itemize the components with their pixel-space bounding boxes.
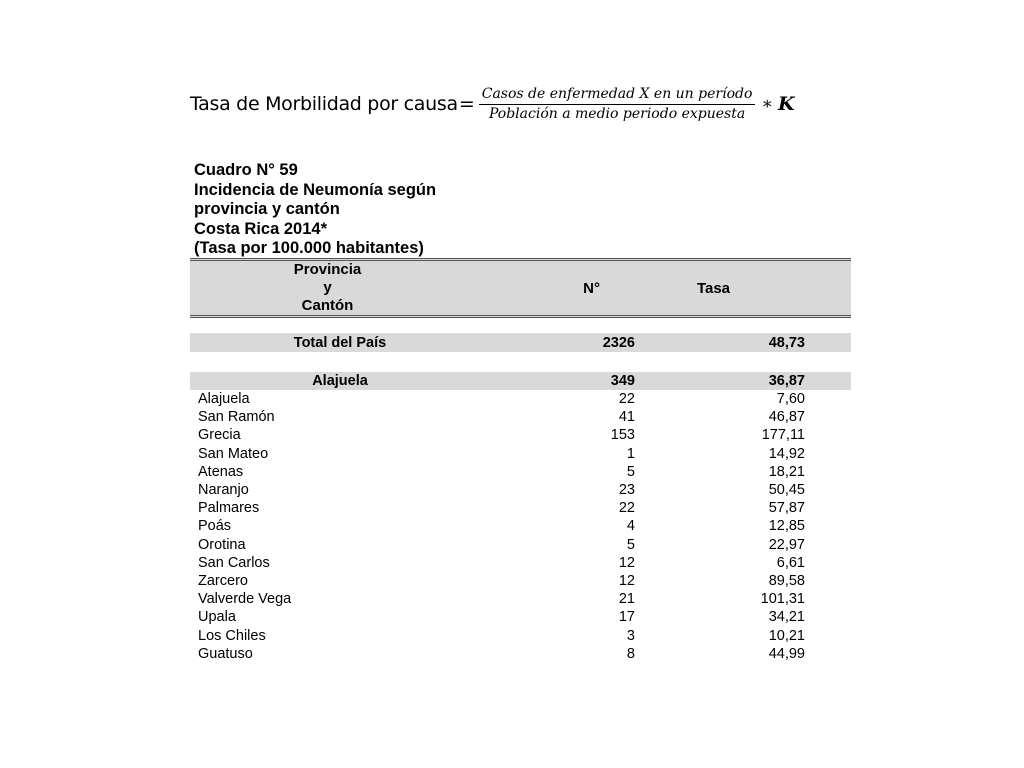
formula-times: ∗ [761, 94, 773, 114]
canton-name: Guatuso [198, 645, 253, 662]
total-n: 2326 [602, 334, 635, 351]
table-row [190, 626, 851, 644]
canton-name: San Ramón [198, 409, 275, 426]
table-row [190, 536, 851, 554]
canton-name: Naranjo [198, 482, 249, 499]
table-row [190, 390, 851, 408]
canton-name: Valverde Vega [198, 591, 292, 608]
canton-rows [190, 390, 851, 663]
canton-name: Los Chiles [198, 627, 266, 644]
province-name: Alajuela [312, 373, 368, 389]
formula-denominator: Población a medio periodo expuesta [488, 106, 746, 122]
canton-n: 22 [618, 500, 635, 517]
canton-name: Alajuela [198, 391, 250, 408]
table-header [190, 258, 851, 318]
header-rate: Tasa [696, 279, 731, 297]
table-caption [194, 161, 436, 259]
canton-n: 5 [626, 463, 635, 480]
canton-n: 4 [626, 518, 635, 535]
canton-n: 17 [618, 609, 635, 626]
header-province-canton [190, 261, 465, 315]
canton-name: Poás [198, 518, 232, 535]
canton-rate: 50,45 [768, 482, 805, 499]
canton-rate: 14,92 [768, 445, 805, 462]
canton-n: 5 [626, 536, 635, 553]
canton-name: Zarcero [198, 572, 248, 589]
header-name-line-1: Provincia [293, 261, 362, 278]
table-row [190, 590, 851, 608]
caption-line-1: Cuadro N° 59 [194, 161, 298, 179]
header-n: N° [583, 279, 600, 297]
caption-line-4: Costa Rica 2014* [194, 219, 327, 238]
table-row [190, 572, 851, 590]
formula-numerator: Casos de enfermedad X en un período [479, 86, 756, 105]
canton-rate: 22,97 [768, 536, 805, 553]
table-row [190, 499, 851, 517]
total-row [190, 333, 851, 352]
canton-n: 8 [626, 645, 635, 662]
header-name-line-3: Cantón [301, 297, 354, 314]
morbidity-rate-formula [190, 86, 794, 122]
canton-rate: 10,21 [768, 627, 805, 644]
canton-n: 22 [618, 391, 635, 408]
canton-name: San Mateo [198, 445, 269, 462]
canton-rate: 57,87 [768, 500, 805, 517]
canton-rate: 6,61 [776, 554, 805, 571]
table-row [190, 463, 851, 481]
caption-line-5: (Tasa por 100.000 habitantes) [194, 239, 424, 258]
canton-name: Grecia [198, 427, 241, 444]
canton-n: 12 [618, 572, 635, 589]
formula-constant: K [777, 93, 795, 115]
canton-rate: 7,60 [776, 391, 805, 408]
table-row [190, 517, 851, 535]
canton-name: San Carlos [198, 554, 270, 571]
canton-rate: 89,58 [768, 572, 805, 589]
table-row [190, 645, 851, 663]
formula-label: Tasa de Morbilidad por causa [190, 93, 458, 115]
canton-n: 12 [618, 554, 635, 571]
canton-rate: 12,85 [768, 518, 805, 535]
formula-equals: = [458, 93, 475, 115]
total-name: Total del País [293, 334, 387, 351]
canton-n: 153 [610, 427, 635, 444]
province-row [190, 372, 851, 390]
caption-line-2: Incidencia de Neumonía según [194, 180, 437, 199]
canton-rate: 46,87 [768, 409, 805, 426]
table-row [190, 408, 851, 426]
province-rate: 36,87 [768, 373, 805, 389]
canton-name: Palmares [198, 500, 260, 517]
table-row [190, 426, 851, 444]
province-n: 349 [610, 373, 635, 389]
pneumonia-incidence-table [190, 258, 851, 663]
canton-rate: 177,11 [761, 427, 805, 444]
canton-n: 41 [618, 409, 635, 426]
canton-rate: 18,21 [768, 463, 805, 480]
canton-n: 21 [618, 591, 635, 608]
table-row [190, 608, 851, 626]
canton-name: Upala [198, 609, 236, 626]
table-row [190, 445, 851, 463]
canton-rate: 34,21 [768, 609, 805, 626]
table-row [190, 481, 851, 499]
formula-fraction [479, 86, 756, 122]
caption-line-3: provincia y cantón [194, 200, 340, 219]
canton-n: 23 [618, 482, 635, 499]
total-rate: 48,73 [768, 334, 805, 351]
canton-rate: 101,31 [760, 591, 805, 608]
canton-n: 1 [626, 445, 635, 462]
canton-rate: 44,99 [768, 645, 805, 662]
canton-name: Orotina [198, 536, 246, 553]
table-row [190, 554, 851, 572]
canton-n: 3 [626, 627, 635, 644]
header-name-line-2: y [323, 279, 332, 296]
canton-name: Atenas [198, 463, 244, 480]
